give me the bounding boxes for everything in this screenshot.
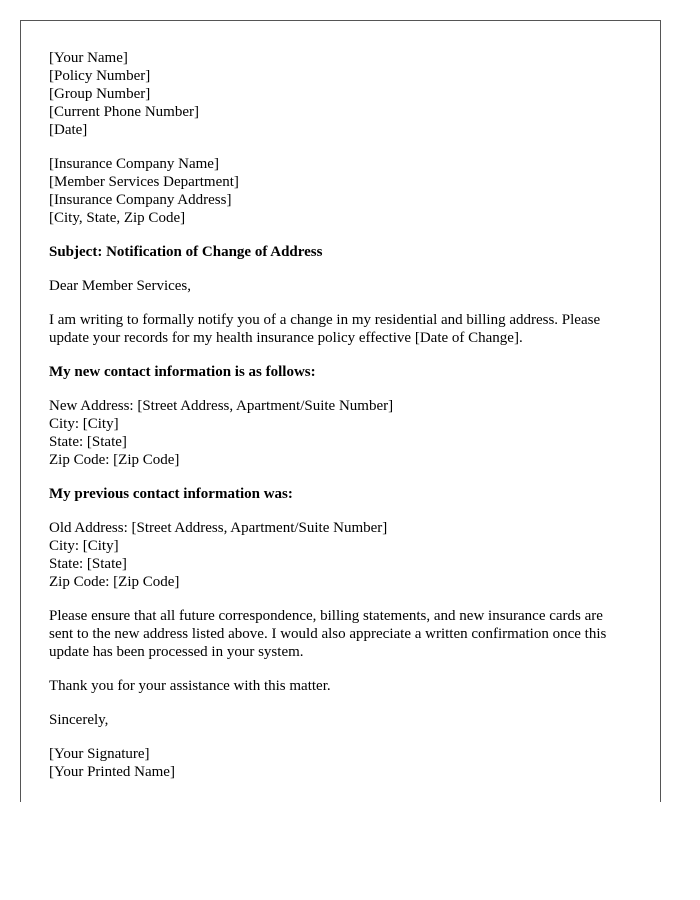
sender-policy-number: [Policy Number]: [49, 68, 151, 84]
signature-line: [Your Signature]: [49, 746, 150, 762]
letter-page: [20, 20, 661, 802]
old-state: State: [State]: [49, 556, 127, 572]
old-city: City: [City]: [49, 538, 119, 554]
request-paragraph: Please ensure that all future correspondence, billing statements, and new insurance cards are sent to the new address listed above. I would also appreciate a written confirmation once this update has been processed in your system.: [49, 608, 607, 660]
new-state: State: [State]: [49, 434, 127, 450]
salutation: Dear Member Services,: [49, 278, 192, 294]
printed-name: [Your Printed Name]: [49, 764, 175, 780]
old-address: Old Address: [Street Address, Apartment/Suite Number]: [49, 520, 388, 536]
new-info-heading: My new contact information is as follows:: [49, 364, 316, 380]
recipient-department: [Member Services Department]: [49, 174, 239, 190]
sender-group-number: [Group Number]: [49, 86, 151, 102]
new-contact-info: [49, 397, 629, 469]
recipient-block: [49, 155, 629, 227]
old-info-heading: My previous contact information was:: [49, 486, 293, 502]
new-zip: Zip Code: [Zip Code]: [49, 452, 180, 468]
sender-block: [49, 49, 629, 139]
old-zip: Zip Code: [Zip Code]: [49, 574, 180, 590]
sender-phone: [Current Phone Number]: [49, 104, 199, 120]
recipient-company: [Insurance Company Name]: [49, 156, 219, 172]
recipient-city-state-zip: [City, State, Zip Code]: [49, 210, 186, 226]
old-contact-info: [49, 519, 629, 591]
closing: Sincerely,: [49, 712, 109, 728]
recipient-address: [Insurance Company Address]: [49, 192, 232, 208]
new-address: New Address: [Street Address, Apartment/Suite Number]: [49, 398, 394, 414]
thanks-line: Thank you for your assistance with this matter.: [49, 678, 331, 694]
letter-body: [49, 49, 629, 797]
signature-block: [49, 745, 629, 781]
sender-name: [Your Name]: [49, 50, 128, 66]
new-city: City: [City]: [49, 416, 119, 432]
intro-paragraph: I am writing to formally notify you of a change in my residential and billing address. Please update your records for my health insurance policy effective [Date of Change].: [49, 312, 601, 346]
subject-line: Subject: Notification of Change of Address: [49, 244, 323, 260]
letter-date: [Date]: [49, 122, 88, 138]
